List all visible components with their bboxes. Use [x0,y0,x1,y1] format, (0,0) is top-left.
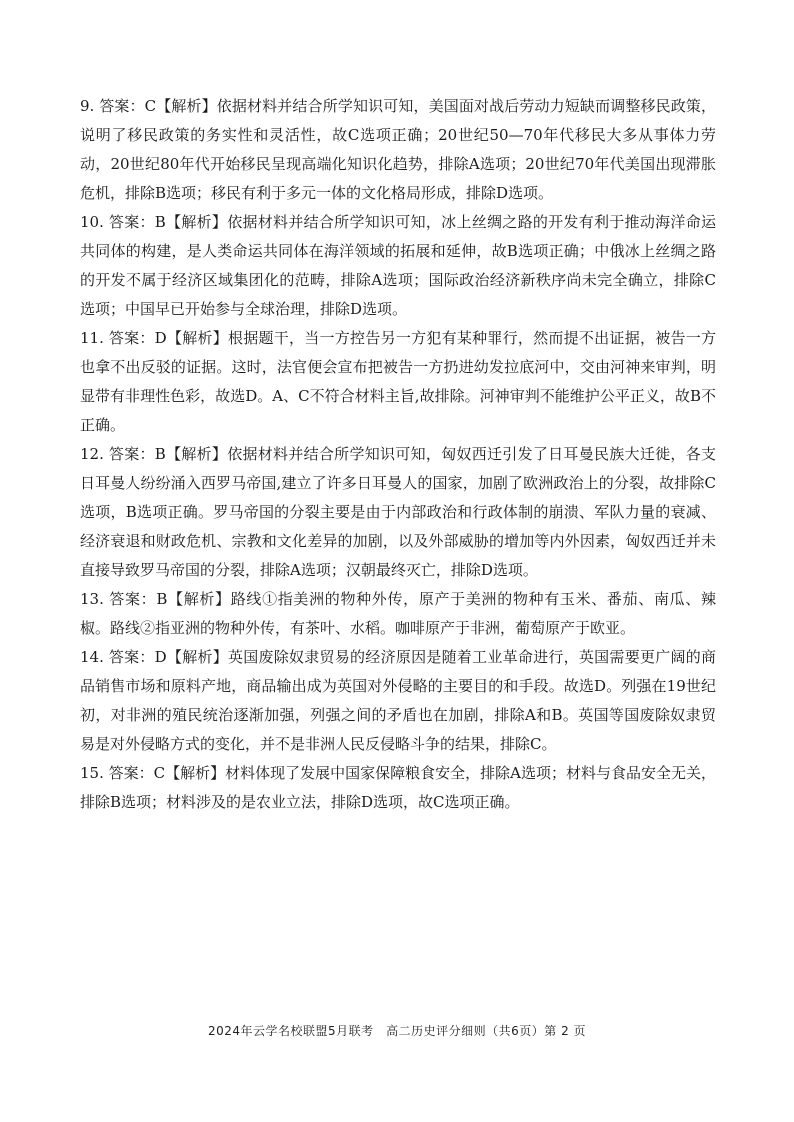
analysis-tag: 【解析】 [165,445,228,463]
answer-text: 依据材料并结合所学知识可知，美国面对战后劳动力短缺而调整移民政策，说明了移民政策的务实性和灵活性，故C选项正确；20世纪50—70年代移民大多从事体力劳动，20世纪80年代开始移民呈现高端化知识化趋势，排除A选项；20世纪70年代美国出现滞胀危机，排除B选项；移民有利于多元一体的文化格局形成，排除D选项。 [80,97,716,202]
answer-prefix: 14. 答案：D [80,648,167,666]
answer-text: 根据题干，当一方控告另一方犯有某种罪行，然而提不出证据，被告一方也拿不出反驳的证据。这时，法官便会宣布把被告一方扔进幼发拉底河中，交由河神来审判，明显带有非理性色彩，故选D。A、C不符合材料主旨,故排除。河神审判不能维护公平正义，故B不正确。 [80,329,716,434]
analysis-tag: 【解析】 [165,764,226,782]
answer-prefix: 10. 答案：B [80,213,166,231]
analysis-tag: 【解析】 [167,590,231,608]
answer-text: 路线①指美洲的物种外传，原产于美洲的物种有玉米、番茄、南瓜、辣椒。路线②指亚洲的物种外传，有茶叶、水稻。咖啡原产于非洲，葡萄原产于欧亚。 [80,590,716,637]
answer-list [80,92,716,817]
analysis-tag: 【解析】 [166,648,228,666]
page-footer: 2024年云学名校联盟5月联考 高二历史评分细则（共6页）第 2 页 [207,1024,587,1038]
answer-prefix: 13. 答案：B [80,590,168,608]
answer-item-15 [80,759,716,817]
answer-item-12 [80,440,716,585]
answer-item-10 [80,208,716,324]
answer-item-11 [80,324,716,440]
answer-prefix: 11. 答案：D [80,329,167,347]
answer-prefix: 15. 答案：C [80,764,166,782]
analysis-tag: 【解析】 [166,329,228,347]
answer-text: 材料体现了发展中国家保障粮食安全，排除A选项；材料与食品安全无关，排除B选项；材料涉及的是农业立法，排除D选项，故C选项正确。 [80,764,716,811]
answer-text: 英国废除奴隶贸易的经济原因是随着工业革命进行，英国需要更广阔的商品销售市场和原料产地，商品输出成为英国对外侵略的主要目的和手段。故选D。列强在19世纪初，对非洲的殖民统治逐渐加强，列强之间的矛盾也在加剧，排除A和B。英国等国废除奴隶贸易是对外侵略方式的变化，并不是非洲人民反侵略斗争的结果，排除C。 [80,648,716,753]
answer-item-13 [80,585,716,643]
answer-text: 依据材料并结合所学知识可知，冰上丝绸之路的开发有利于推动海洋命运共同体的构建，是人类命运共同体在海洋领域的拓展和延伸，故B选项正确；中俄冰上丝绸之路的开发不属于经济区域集团化的范畴，排除A选项；国际政治经济新秩序尚未完全确立，排除C选项；中国早已开始参与全球治理，排除D选项。 [80,213,716,318]
answer-prefix: 9. 答案：C [80,97,157,115]
answer-item-14 [80,643,716,759]
analysis-tag: 【解析】 [165,213,228,231]
analysis-tag: 【解析】 [156,97,217,115]
answer-item-9 [80,92,716,208]
answer-prefix: 12. 答案：B [80,445,166,463]
answer-text: 依据材料并结合所学知识可知，匈奴西迁引发了日耳曼民族大迁徙，各支日耳曼人纷纷涌入西罗马帝国,建立了许多日耳曼人的国家，加剧了欧洲政治上的分裂，故排除C选项，B选项正确。罗马帝国的分裂主要是由于内部政治和行政体制的崩溃、军队力量的衰减、经济衰退和财政危机、宗教和文化差异的加剧，以及外部威胁的增加等内外因素，匈奴西迁并未直接导致罗马帝国的分裂，排除A选项；汉朝最终灭亡，排除D选项。 [80,445,716,579]
